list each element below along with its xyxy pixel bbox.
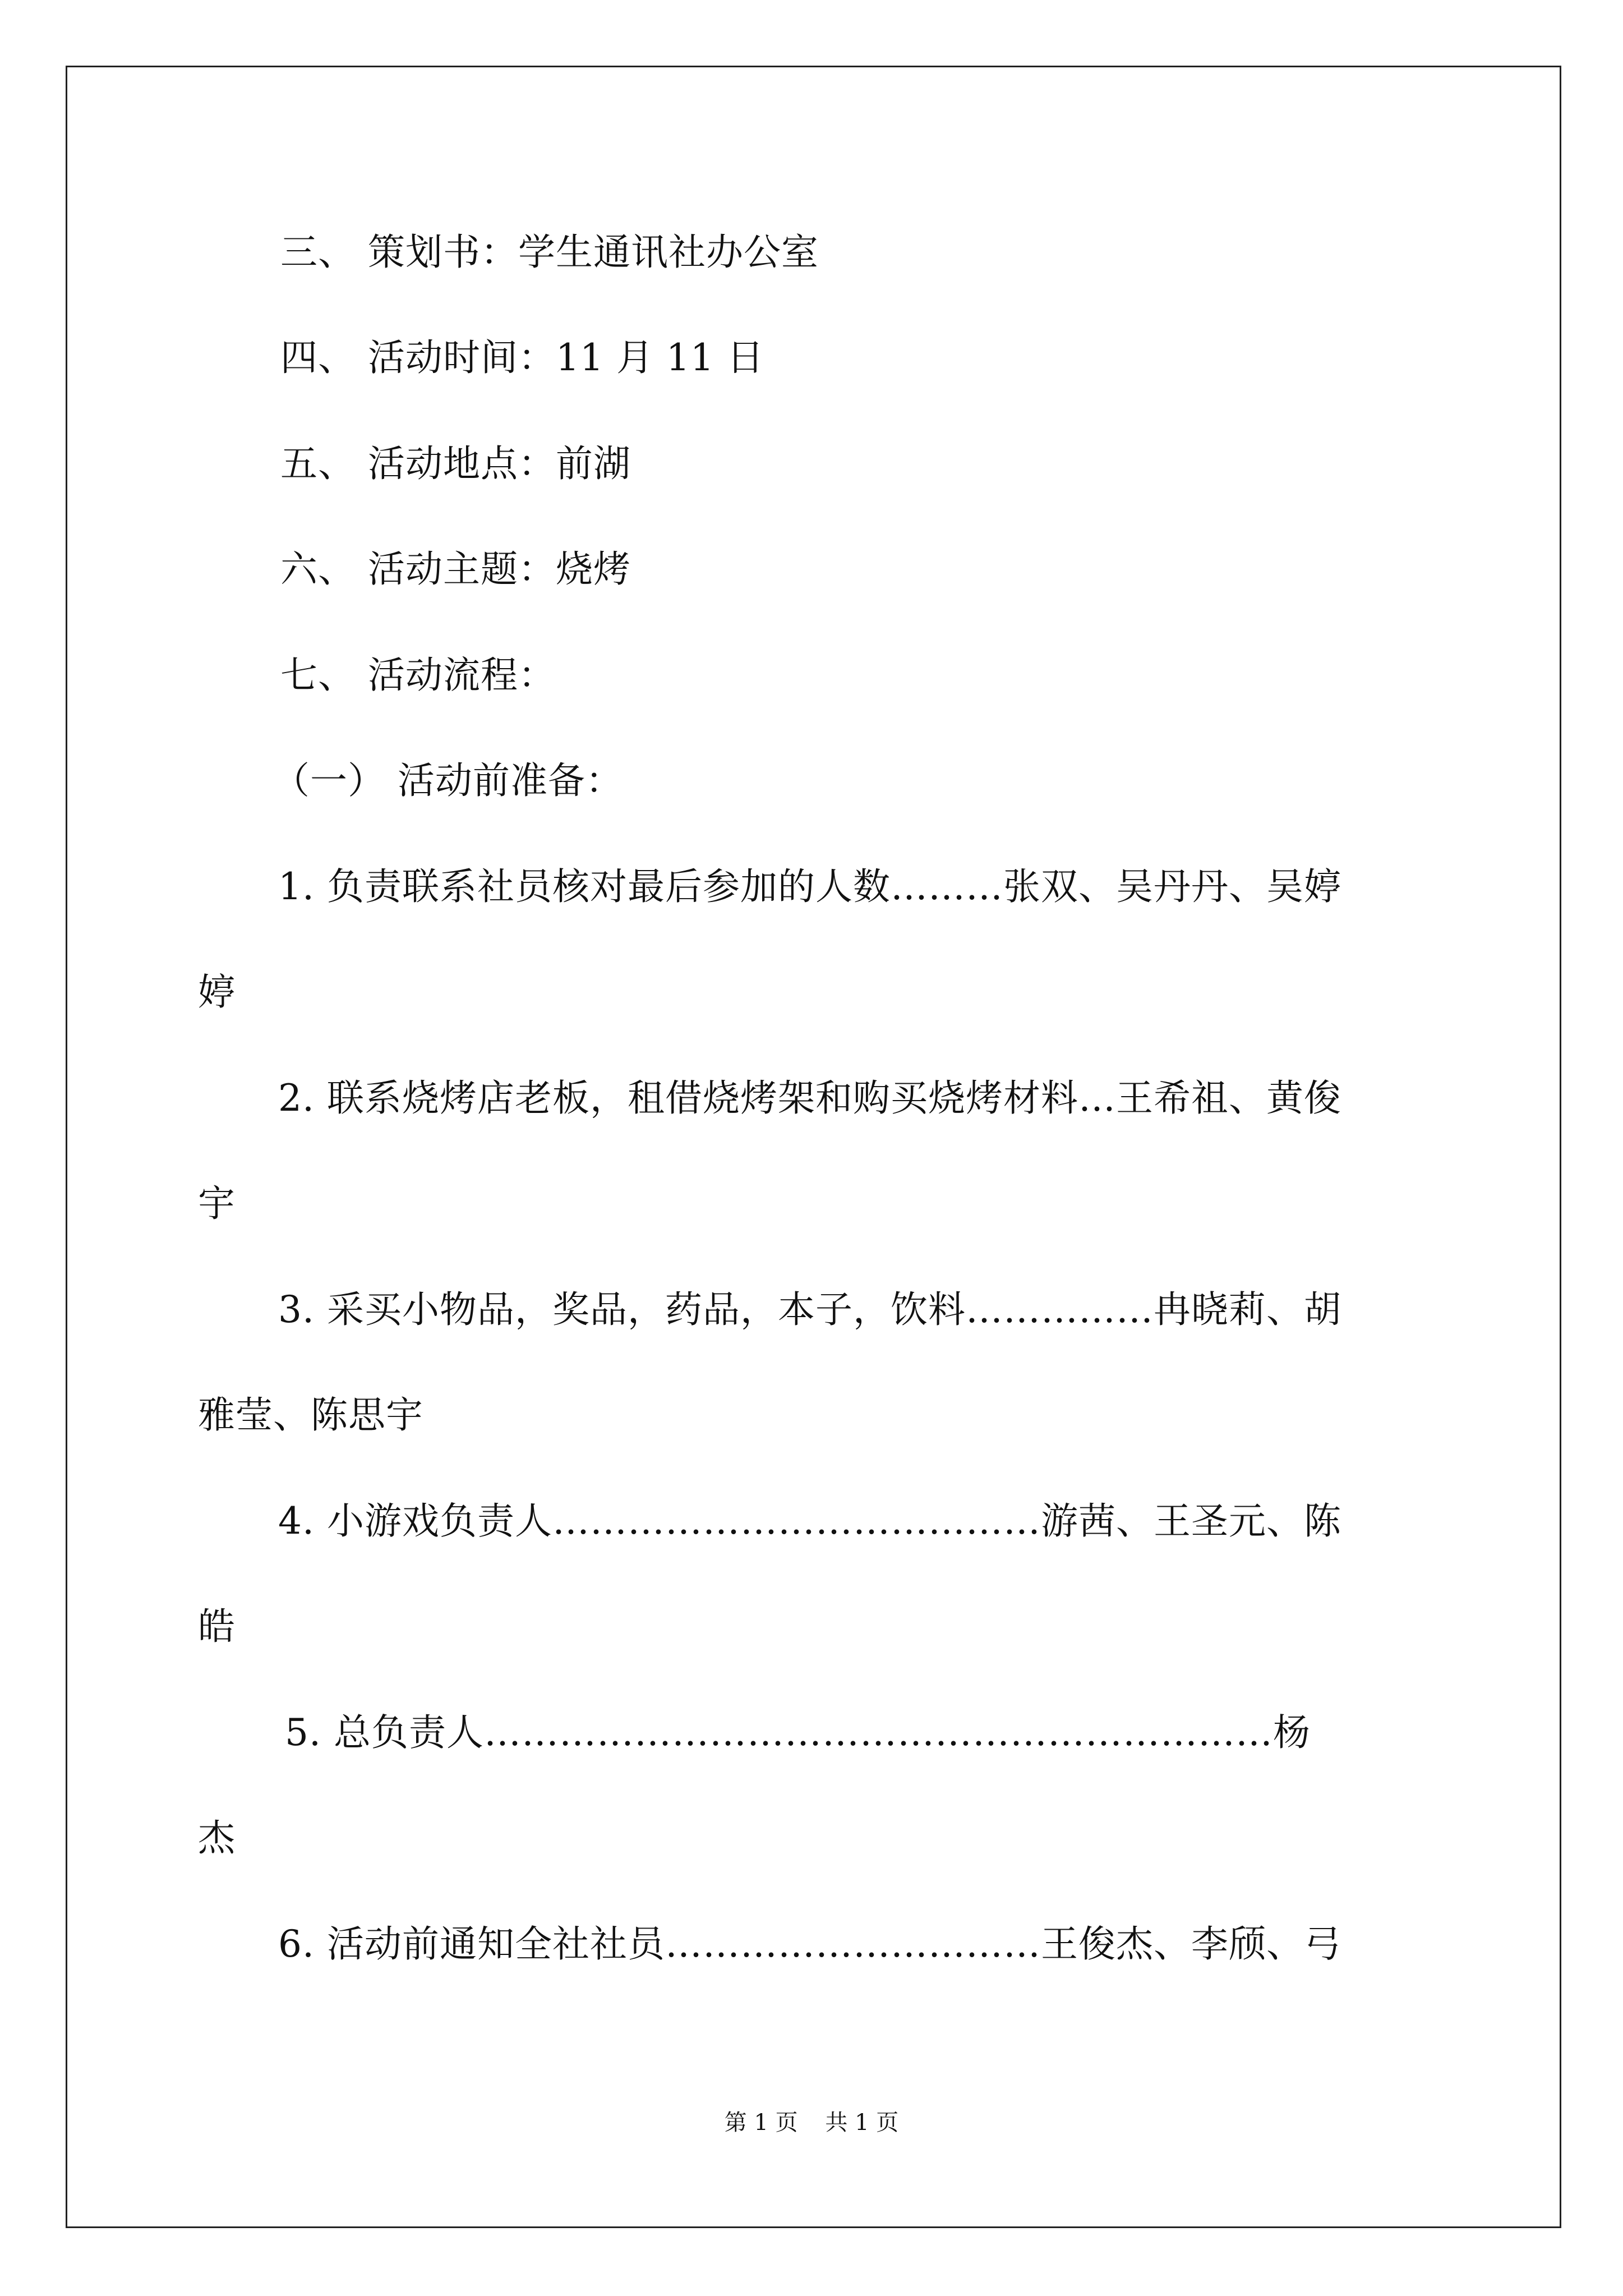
page-border [66,66,1561,2228]
page-total: 共 1 页 [825,2110,899,2136]
section-three-line: 三、 策划书：学生通讯社办公室 [280,231,819,274]
list-item-3-continued: 雅莹、陈思宇 [198,1393,423,1437]
section-seven-line: 七、 活动流程： [280,654,556,697]
section-four-line: 四、 活动时间：11 月 11 日 [280,336,764,379]
list-item-2: 2. 联系烧烤店老板，租借烧烤架和购买烧烤材料…王希祖、黄俊 [278,1076,1341,1120]
list-item-2-continued: 宇 [198,1182,236,1225]
list-item-4-continued: 皓 [198,1605,236,1648]
section-five-line: 五、 活动地点：前湖 [280,442,631,485]
list-item-1-continued: 婷 [198,970,236,1014]
list-item-5: 5. 总负责人………………………………………………………杨 [285,1711,1311,1754]
list-item-5-continued: 杰 [198,1816,236,1860]
list-item-4: 4. 小游戏负责人…………………………………游茜、王圣元、陈 [278,1499,1341,1543]
section-six-line: 六、 活动主题：烧烤 [280,547,631,591]
list-item-3: 3. 采买小物品，奖品，药品，本子，饮料……………冉晓莉、胡 [278,1288,1341,1331]
page-footer [0,2109,1623,2136]
list-item-6: 6. 活动前通知全社社员…………………………王俊杰、李颀、弓 [278,1922,1341,1966]
subsection-one-line: （一） 活动前准备： [273,759,623,802]
page-number: 第 1 页 [724,2110,798,2136]
list-item-1: 1. 负责联系社员核对最后参加的人数………张双、吴丹丹、吴婷 [278,865,1341,908]
